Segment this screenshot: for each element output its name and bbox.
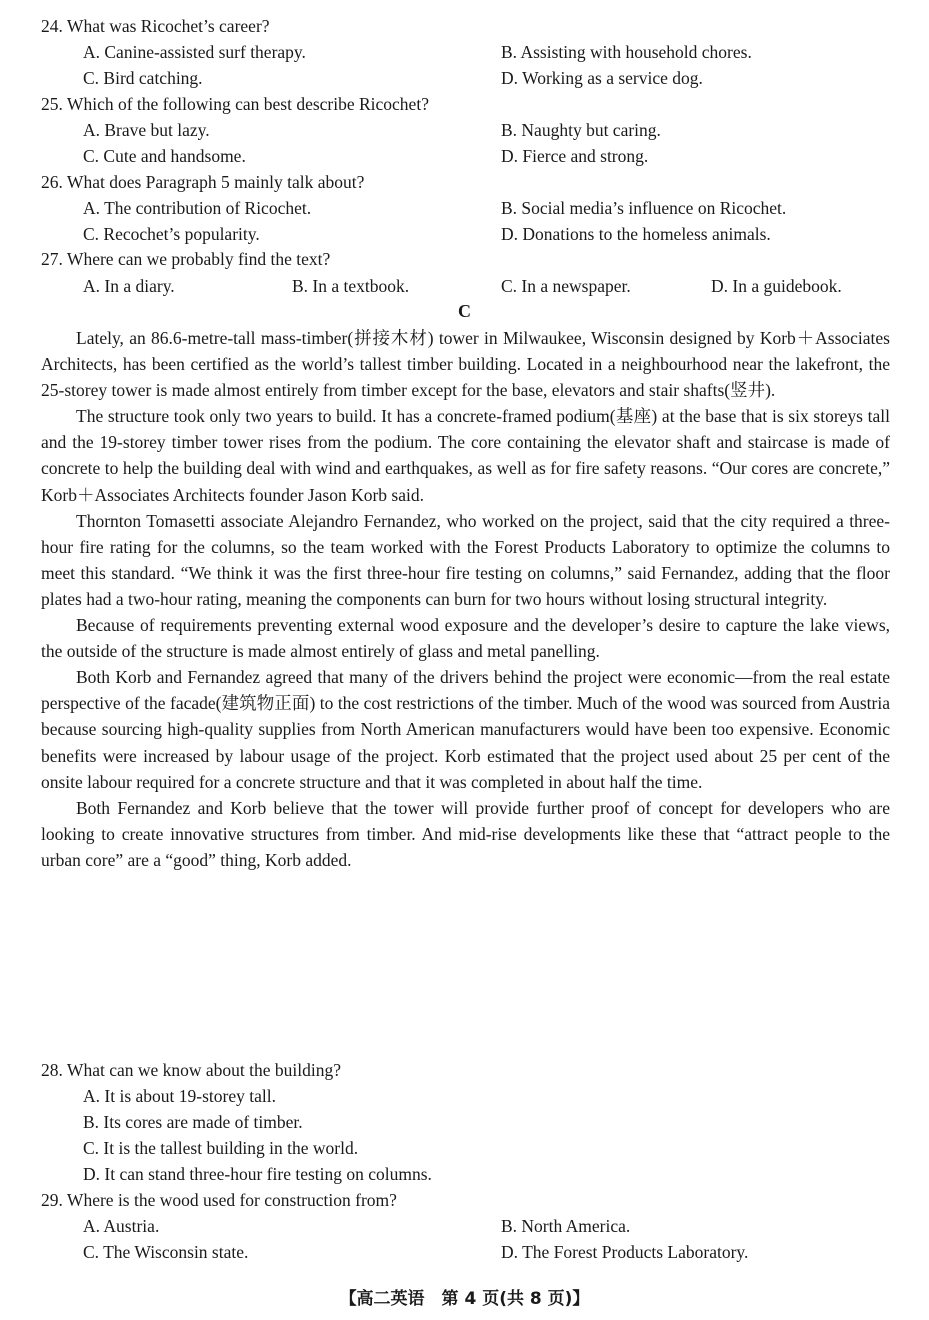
question-29-stem: 29. Where is the wood used for construction from?: [41, 1190, 397, 1210]
option-26c: C. Recochet’s popularity.: [83, 224, 260, 244]
option-28d: D. It can stand three-hour fire testing on columns.: [83, 1164, 432, 1184]
option-25c: C. Cute and handsome.: [83, 146, 246, 166]
option-25a: A. Brave but lazy.: [83, 120, 210, 140]
option-25b: B. Naughty but caring.: [501, 120, 661, 140]
option-27a: A. In a diary.: [83, 276, 175, 296]
option-28b: B. Its cores are made of timber.: [83, 1112, 303, 1132]
option-24b: B. Assisting with household chores.: [501, 42, 752, 62]
paragraph-3: Thornton Tomasetti associate Alejandro Fernandez, who worked on the project, said that the city required a three-hour fire rating for the columns, so the team worked with the Forest Products Laboratory to optimize the columns to meet this standard. “We think it was the first three-hour fire testing on columns,” said Fernandez, adding that the floor plates had a two-hour rating, meaning the components can burn for two hours without losing structural integrity.: [41, 510, 890, 609]
option-24a: A. Canine-assisted surf therapy.: [83, 42, 306, 62]
option-27b: B. In a textbook.: [292, 276, 410, 296]
reading-passage: [41, 325, 890, 873]
option-26d: D. Donations to the homeless animals.: [501, 224, 771, 244]
option-24d: D. Working as a service dog.: [501, 68, 703, 88]
option-29b: B. North America.: [501, 1216, 631, 1236]
section-label: C: [458, 301, 471, 321]
option-24c: C. Bird catching.: [83, 68, 203, 88]
paragraph-5: Both Korb and Fernandez agreed that many of the drivers behind the project were economic—from the real estate perspective of the facade(建筑物正面) to the cost restrictions of the timber. Much of the wood was sourced from Austria because sourcing high-quality supplies from North American manufacturers would have been too expensive. Economic benefits were increased by labour usage of the project. Korb estimated that the project used about 25 per cent of the onsite labour required for a concrete structure and that it was completed in about half the time.: [41, 667, 890, 792]
paragraph-6: Both Fernandez and Korb believe that the tower will provide further proof of concept for developers who are looking to create innovative structures from timber. And mid-rise developments like these that “attract people to the urban core” are a “good” thing, Korb added.: [41, 797, 890, 870]
question-28-stem: 28. What can we know about the building?: [41, 1060, 342, 1080]
option-27c: C. In a newspaper.: [501, 276, 631, 296]
paragraph-1: Lately, an 86.6-metre-tall mass-timber(拼接木材) tower in Milwaukee, Wisconsin designed by Korb＋Associates Architects, has been certified as the world’s tallest timber building. Located in a neighbourhood near the lakefront, the 25-storey tower is made almost entirely from timber except for the base, elevators and stair shafts(竖井).: [41, 328, 890, 401]
page-footer: 【高二英语 第 4 页(共 8 页)】: [339, 1289, 590, 1309]
question-25-stem: 25. Which of the following can best describe Ricochet?: [41, 94, 429, 114]
option-29c: C. The Wisconsin state.: [83, 1242, 249, 1262]
question-27-stem: 27. Where can we probably find the text?: [41, 249, 331, 269]
option-29d: D. The Forest Products Laboratory.: [501, 1242, 749, 1262]
option-28a: A. It is about 19-storey tall.: [83, 1086, 276, 1106]
option-26b: B. Social media’s influence on Ricochet.: [501, 198, 787, 218]
option-28c: C. It is the tallest building in the world.: [83, 1138, 359, 1158]
paragraph-4: Because of requirements preventing external wood exposure and the developer’s desire to capture the lake views, the outside of the structure is made almost entirely of glass and metal panelling.: [41, 615, 890, 662]
paragraph-2: The structure took only two years to build. It has a concrete-framed podium(基座) at the base that is six storeys tall and the 19-storey timber tower rises from the podium. The core containing the elevator shaft and staircase is made of concrete to help the building deal with wind and earthquakes, as well as for fire safety reasons. “Our cores are concrete,” Korb＋Associates Architects founder Jason Korb said.: [41, 406, 890, 505]
option-25d: D. Fierce and strong.: [501, 146, 649, 166]
question-26-stem: 26. What does Paragraph 5 mainly talk about?: [41, 172, 365, 192]
option-27d: D. In a guidebook.: [711, 276, 842, 296]
question-24-stem: 24. What was Ricochet’s career?: [41, 16, 270, 36]
option-26a: A. The contribution of Ricochet.: [83, 198, 312, 218]
option-29a: A. Austria.: [83, 1216, 160, 1236]
